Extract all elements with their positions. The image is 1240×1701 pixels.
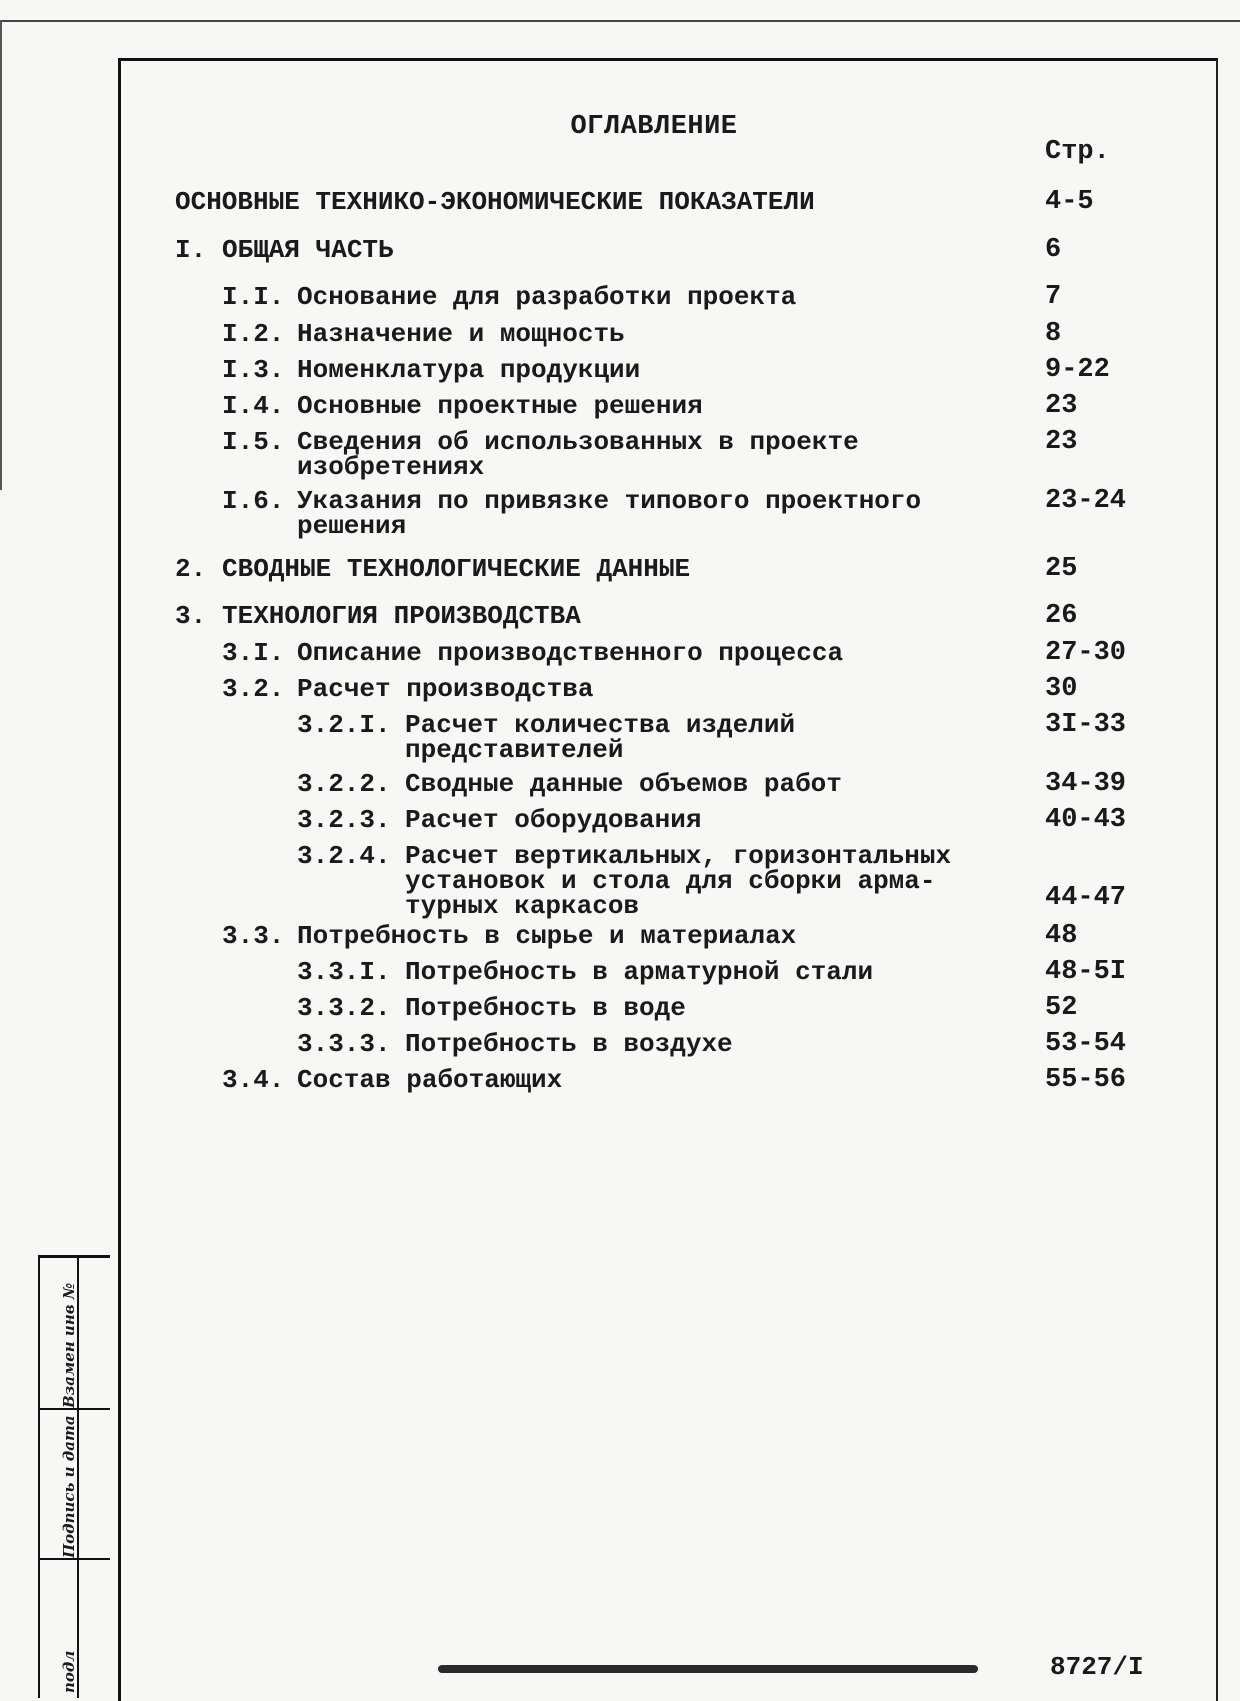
toc-entry-number: 3.2.2. bbox=[297, 769, 391, 799]
scan-edge-top bbox=[0, 0, 1240, 22]
toc-entry-number: 3. bbox=[175, 601, 207, 631]
toc-entry-page: 40-43 bbox=[1045, 805, 1127, 835]
toc-entry-title: Сведения об использованных в проекте изобретениях bbox=[297, 427, 859, 482]
toc-entry-number: I.2. bbox=[222, 319, 285, 349]
toc-entry-title: Расчет производства bbox=[297, 674, 594, 704]
toc-entry-number: I.4. bbox=[222, 391, 285, 421]
toc-entry-page: 7 bbox=[1045, 282, 1062, 312]
toc-entry-page: 34-39 bbox=[1045, 769, 1127, 799]
toc-entry-title: Сводные данные объемов работ bbox=[405, 769, 842, 799]
toc-entry-title: ТЕХНОЛОГИЯ ПРОИЗВОДСТВА bbox=[222, 601, 581, 631]
toc-entry-page: 9-22 bbox=[1045, 355, 1110, 385]
toc-entry-number: 3.2.3. bbox=[297, 805, 391, 835]
stamp-label-original: подл bbox=[60, 1650, 78, 1693]
toc-entry-page: 48-5I bbox=[1045, 957, 1127, 987]
toc-entry-number: 3.3.2. bbox=[297, 993, 391, 1023]
approval-stamp bbox=[38, 1255, 110, 1698]
toc-entry-number: I. bbox=[175, 235, 207, 265]
scan-edge-left bbox=[0, 20, 2, 490]
toc-entry-number: 3.I. bbox=[222, 638, 285, 668]
toc-entry-number: 3.4. bbox=[222, 1065, 285, 1095]
toc-entry-page: 30 bbox=[1045, 674, 1078, 704]
toc-entry-title: Состав работающих bbox=[297, 1065, 563, 1095]
toc-entry-page: 23-24 bbox=[1045, 486, 1127, 516]
toc-entry-title: СВОДНЫЕ ТЕХНОЛОГИЧЕСКИЕ ДАННЫЕ bbox=[222, 554, 691, 584]
toc-entry-number: 3.3.3. bbox=[297, 1029, 391, 1059]
toc-entry-title: Расчет оборудования bbox=[405, 805, 702, 835]
toc-entry-number: I.I. bbox=[222, 282, 285, 312]
toc-entry-page: 25 bbox=[1045, 554, 1078, 584]
page-column-header: Стр. bbox=[1045, 137, 1110, 167]
toc-entry-title: ОСНОВНЫЕ ТЕХНИКО-ЭКОНОМИЧЕСКИЕ ПОКАЗАТЕЛИ bbox=[175, 187, 815, 217]
toc-entry-number: 3.2.I. bbox=[297, 710, 391, 740]
document-number: 8727/I bbox=[1050, 1652, 1144, 1682]
stamp-divider bbox=[40, 1408, 110, 1410]
toc-entry-page: 53-54 bbox=[1045, 1029, 1127, 1059]
toc-entry-number: 2. bbox=[175, 554, 207, 584]
toc-entry-number: I.5. bbox=[222, 427, 285, 457]
toc-entry-page: 3I-33 bbox=[1045, 710, 1127, 740]
toc-entry-number: 3.2.4. bbox=[297, 841, 391, 871]
toc-entry-page: 55-56 bbox=[1045, 1065, 1127, 1095]
toc-entry-title: Номенклатура продукции bbox=[297, 355, 641, 385]
toc-entry-title: Потребность в сырье и материалах bbox=[297, 921, 797, 951]
stamp-label-replacement: Взамен инв № bbox=[60, 1282, 78, 1408]
toc-entry-number: 3.3. bbox=[222, 921, 285, 951]
toc-entry-number: 3.2. bbox=[222, 674, 285, 704]
toc-entry-title: Основание для разработки проекта bbox=[297, 282, 797, 312]
toc-entry-page: 8 bbox=[1045, 319, 1062, 349]
toc-entry-page: 6 bbox=[1045, 235, 1062, 265]
toc-entry-title: Потребность в воде bbox=[405, 993, 686, 1023]
scan-artifact-bar bbox=[438, 1665, 978, 1673]
toc-entry-number: I.6. bbox=[222, 486, 285, 516]
toc-entry-title: Указания по привязке типового проектного решения bbox=[297, 486, 922, 541]
toc-entry-title: Расчет количества изделий представителей bbox=[405, 710, 796, 765]
toc-entry-page: 26 bbox=[1045, 601, 1078, 631]
stamp-divider bbox=[40, 1558, 110, 1560]
toc-entry-page: 23 bbox=[1045, 427, 1078, 457]
toc-entry-page: 52 bbox=[1045, 993, 1078, 1023]
toc-entry-title: Потребность в воздухе bbox=[405, 1029, 733, 1059]
toc-entry-page: 48 bbox=[1045, 921, 1078, 951]
toc-entry-page: 4-5 bbox=[1045, 187, 1094, 217]
toc-entry-page: 27-30 bbox=[1045, 638, 1127, 668]
toc-entry-title: Расчет вертикальных, горизонтальных установок и стола для сборки арма- турных каркасов bbox=[405, 841, 952, 921]
toc-entry-title: Описание производственного процесса bbox=[297, 638, 844, 668]
toc-entry-title: Потребность в арматурной стали bbox=[405, 957, 874, 987]
page-title: ОГЛАВЛЕНИЕ bbox=[570, 112, 738, 142]
stamp-label-signature: Подпись и дата bbox=[60, 1415, 78, 1558]
toc-entry-title: Основные проектные решения bbox=[297, 391, 703, 421]
toc-entry-number: 3.3.I. bbox=[297, 957, 391, 987]
toc-entry-title: ОБЩАЯ ЧАСТЬ bbox=[222, 235, 394, 265]
toc-entry-page: 44-47 bbox=[1045, 883, 1127, 913]
toc-entry-number: I.3. bbox=[222, 355, 285, 385]
toc-entry-title: Назначение и мощность bbox=[297, 319, 625, 349]
toc-entry-page: 23 bbox=[1045, 391, 1078, 421]
